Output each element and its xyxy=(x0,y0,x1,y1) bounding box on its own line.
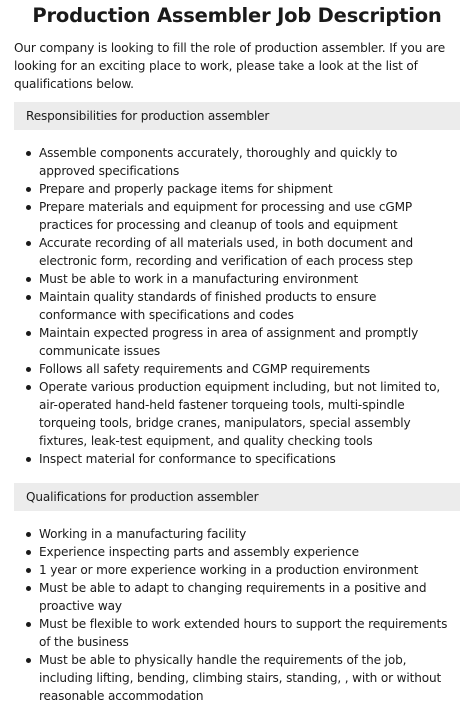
list-item: Maintain expected progress in area of assignment and promptly communicate issues xyxy=(39,324,460,360)
list-item: Prepare and properly package items for shipment xyxy=(39,180,460,198)
qualifications-heading: Qualifications for production assembler xyxy=(14,483,460,511)
intro-paragraph: Our company is looking to fill the role of production assembler. If you are looking for an exciting place to work, please take a look at the list of qualifications below. xyxy=(14,41,445,91)
page-title: Production Assembler Job Description xyxy=(32,4,442,27)
list-item: Must be able to work in a manufacturing environment xyxy=(39,270,460,288)
responsibilities-heading: Responsibilities for production assembler xyxy=(14,102,460,130)
responsibilities-list xyxy=(14,144,460,468)
list-item: Must be able to physically handle the requirements of the job, including lifting, bending, climbing stairs, standing, , with or without reasonable accommodation xyxy=(39,651,460,705)
list-item: Prepare materials and equipment for processing and use cGMP practices for processing and cleanup of tools and equipment xyxy=(39,198,460,234)
list-item: Inspect material for conformance to specifications xyxy=(39,450,460,468)
list-item: 1 year or more experience working in a production environment xyxy=(39,561,460,579)
list-item: Must be flexible to work extended hours to support the requirements of the business xyxy=(39,615,460,651)
list-item: Operate various production equipment including, but not limited to, air-operated hand-held fastener torqueing tools, multi-spindle torqueing tools, bridge cranes, manipulators, special assembly fixtures, leak-test equipment, and quality checking tools xyxy=(39,378,460,450)
list-item: Follows all safety requirements and CGMP requirements xyxy=(39,360,460,378)
list-item: Accurate recording of all materials used, in both document and electronic form, recording and verification of each process step xyxy=(39,234,460,270)
list-item: Must be able to adapt to changing requirements in a positive and proactive way xyxy=(39,579,460,615)
list-item: Experience inspecting parts and assembly experience xyxy=(39,543,460,561)
list-item: Maintain quality standards of finished products to ensure conformance with specifications and codes xyxy=(39,288,460,324)
qualifications-list xyxy=(14,525,460,705)
list-item: Assemble components accurately, thoroughly and quickly to approved specifications xyxy=(39,144,460,180)
list-item: Working in a manufacturing facility xyxy=(39,525,460,543)
